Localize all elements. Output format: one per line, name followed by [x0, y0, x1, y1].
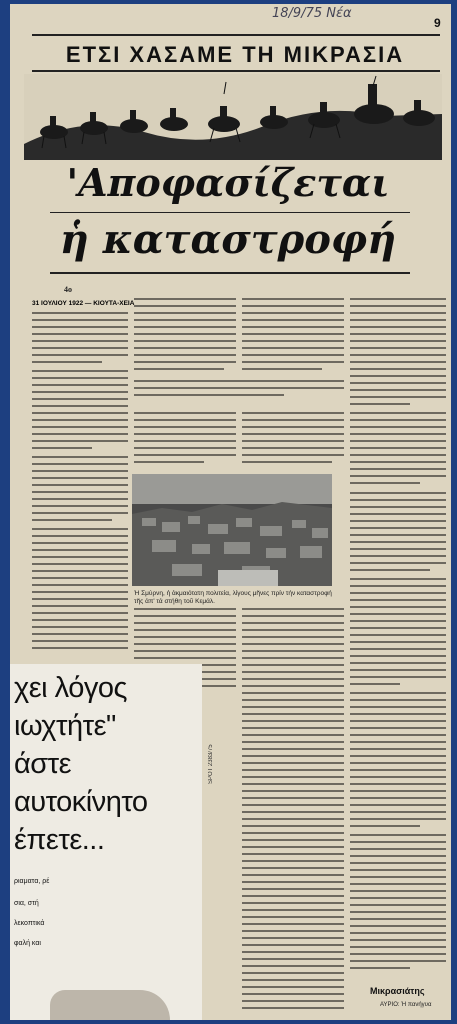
title-rule-bottom [50, 272, 410, 274]
photo-caption: Ἡ Σμύρνη, ἡ ἀκμαιότατη πολιτεία, λίγους μῆνες πρίν τήν καταστροφή τῆς ἀπ' τά στήθη τοῦ Κεμάλ. [134, 590, 332, 605]
ad-line-5: έπετε... [14, 824, 105, 856]
ad-line-2: ιωχτήτε" [14, 710, 116, 742]
article-column-right [350, 296, 446, 986]
ad-small-1: ριαματα, ρέ [14, 878, 50, 885]
article-column-left [32, 310, 128, 662]
page-number: 9 [434, 16, 441, 30]
author-signature: Μικρασιάτης [370, 986, 425, 996]
spot-label: SPOT 2383/75 [208, 744, 214, 784]
next-episode-note: ΑΥΡΙΟ: Ἡ πανήγυα [380, 1002, 432, 1008]
ad-line-3: άστε [14, 748, 72, 780]
episode-number: 4ο [64, 286, 72, 294]
dateline: 31 ΙΟΥΛΙΟΥ 1922 — ΚΙΟΥΤΑ-ΧΕΙΑ [32, 300, 135, 307]
cavalry-engraving [24, 74, 442, 160]
ad-small-2: σια, στή [14, 900, 39, 907]
ad-small-4: φαλή και [14, 940, 41, 947]
ad-line-4: αυτοκίνητο [14, 786, 148, 818]
title-rule-mid [50, 212, 410, 213]
top-rule [32, 34, 440, 36]
ad-line-1: χει λόγος [14, 672, 127, 704]
main-title-line1: 'Αποφασίζεται [66, 160, 390, 205]
advertisement [10, 664, 202, 1020]
headline-rule [32, 70, 440, 72]
car-illustration [50, 990, 170, 1020]
article-column-center-mid [134, 410, 344, 470]
newspaper-page [10, 4, 451, 1020]
smyrna-photo [132, 474, 332, 586]
handwritten-date-note: 18/9/75 Νέα [272, 6, 352, 21]
main-title-line2: ἡ καταστροφή [59, 216, 397, 263]
article-column-center-top [134, 296, 344, 406]
ad-small-3: λεκοπτικά [14, 920, 45, 927]
series-headline: ΕΤΣΙ ΧΑΣΑΜΕ ΤΗ ΜΙΚΡΑΣΙΑ [65, 42, 405, 67]
